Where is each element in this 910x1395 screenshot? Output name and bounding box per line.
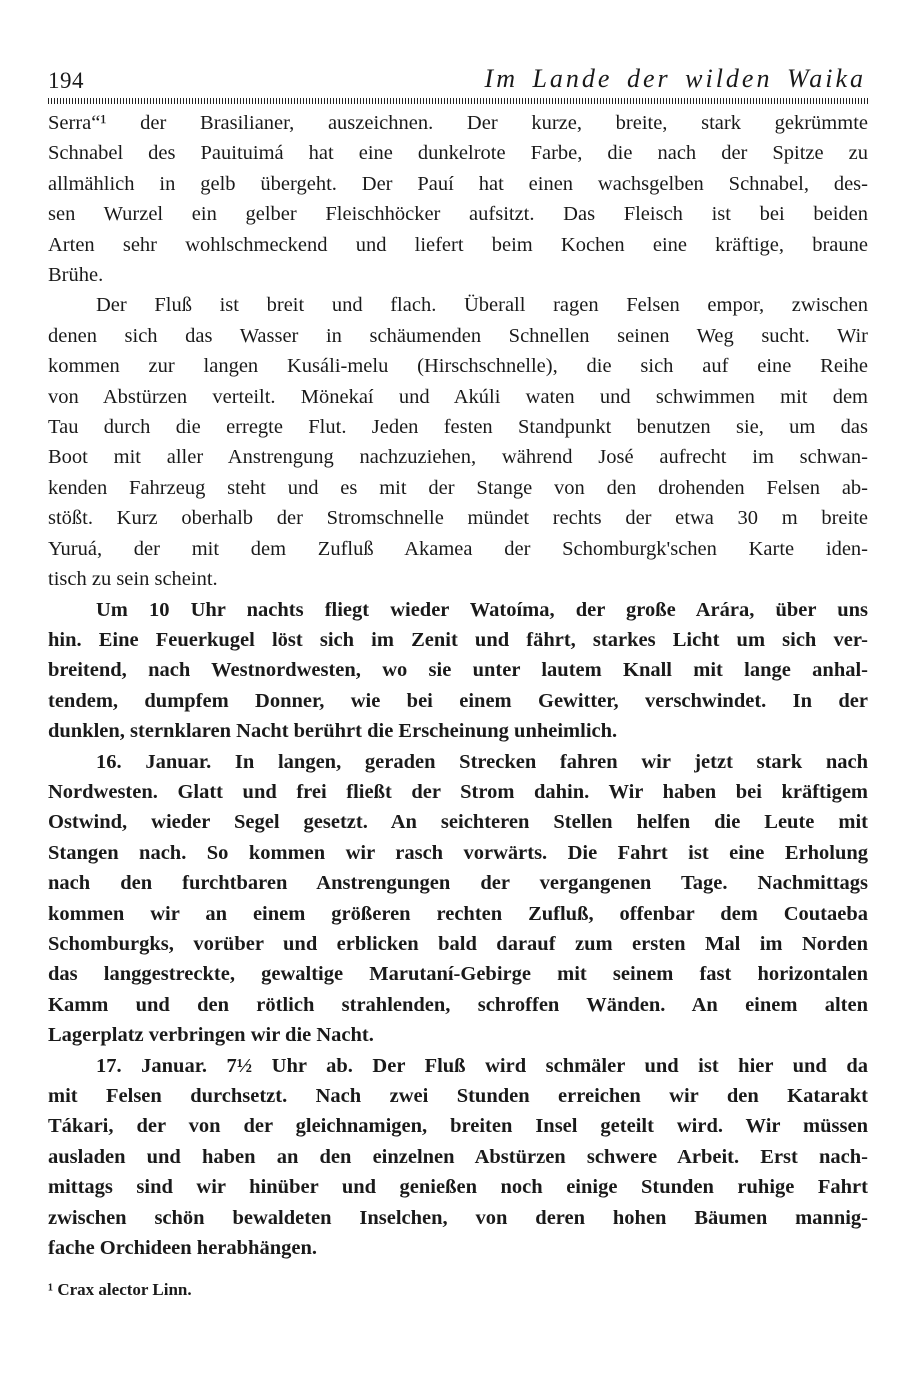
text-line: tisch zu sein scheint. [48,568,218,591]
body-text [48,108,868,1263]
running-title: Im Lande der wilden Waika [484,64,866,93]
text-line: kenden Fahrzeug steht und es mit der Stange von den drohenden Felsen ab- [48,476,868,499]
text-line: sen Wurzel ein gelber Fleischhöcker aufsitzt. Das Fleisch ist bei beiden [48,203,868,226]
text-line: dunklen, sternklaren Nacht berührt die Erscheinung unheimlich. [48,720,618,743]
text-line: tendem, dumpfem Donner, wie bei einem Gewitter, verschwindet. In der [48,689,868,712]
text-line: ausladen und haben an den einzelnen Abstürzen schwere Arbeit. Erst nach- [48,1145,868,1168]
running-head [48,62,868,96]
text-line: mit Felsen durchsetzt. Nach zwei Stunden erreichen wir den Katarakt [48,1085,868,1107]
paragraph [48,108,868,290]
text-line: Um 10 Uhr nachts fliegt wieder Watoíma, der große Arára, über uns [96,598,868,621]
text-line: Schomburgks, vorüber und erblicken bald darauf zum ersten Mal im Norden [48,932,868,955]
text-line: kommen wir an einem größeren rechten Zufluß, offenbar dem Coutaeba [48,902,868,925]
text-line: Nordwesten. Glatt und frei fließt der Strom dahin. Wir haben bei kräftigem [48,780,868,803]
text-line: hin. Eine Feuerkugel löst sich im Zenit und fährt, starkes Licht um sich ver- [48,628,868,651]
text-line: Boot mit aller Anstrengung nachzuziehen, während José aufrecht im schwan- [48,446,868,469]
footnote: ¹ Crax alector Linn. [48,1280,192,1300]
text-line: Lagerplatz verbringen wir die Nacht. [48,1024,374,1047]
text-line: Ostwind, wieder Segel gesetzt. An seichteren Stellen helfen die Leute mit [48,811,868,834]
text-line: Tau durch die erregte Flut. Jeden festen Standpunkt benutzen sie, um das [48,416,868,439]
text-line: 16. Januar. In langen, geraden Strecken fahren wir jetzt stark nach [96,750,868,773]
text-line: Serra“¹ der Brasilianer, auszeichnen. Der kurze, breite, stark gekrümmte [48,112,868,134]
text-line: fache Orchideen herabhängen. [48,1237,317,1260]
book-page [48,62,868,1301]
text-line: allmählich in gelb übergeht. Der Pauí hat einen wachsgelben Schnabel, des- [48,172,868,195]
paragraph [48,747,868,1051]
header-rule [48,98,868,104]
text-line: nach den furchtbaren Anstrengungen der vergangenen Tage. Nachmittags [48,872,868,895]
text-line: Kamm und den rötlich strahlenden, schroffen Wänden. An einem alten [48,993,868,1016]
text-line: kommen zur langen Kusáli-melu (Hirschschnelle), die sich auf eine Reihe [48,355,868,378]
paragraph [48,1051,868,1264]
text-line: Yuruá, der mit dem Zufluß Akamea der Schomburgk'schen Karte iden- [48,537,868,560]
text-line: von Abstürzen verteilt. Mönekaí und Akúli waten und schwimmen mit dem [48,385,868,408]
paragraph [48,290,868,594]
text-line: Arten sehr wohlschmeckend und liefert beim Kochen eine kräftige, braune [48,233,868,256]
text-line: 17. Januar. 7½ Uhr ab. Der Fluß wird schmäler und ist hier und da [96,1054,868,1077]
paragraph [48,595,868,747]
text-line: zwischen schön bewaldeten Inselchen, von deren hohen Bäumen mannig- [48,1206,868,1229]
text-line: Stangen nach. So kommen wir rasch vorwärts. Die Fahrt ist eine Erholung [48,841,868,864]
text-line: Brühe. [48,264,104,287]
text-line: stößt. Kurz oberhalb der Stromschnelle mündet rechts der etwa 30 m breite [48,507,868,530]
text-line: denen sich das Wasser in schäumenden Schnellen seinen Weg sucht. Wir [48,324,868,347]
text-line: breitend, nach Westnordwesten, wo sie unter lautem Knall mit lange anhal- [48,659,868,682]
page-number: 194 [48,68,84,93]
text-line: Der Fluß ist breit und flach. Überall ragen Felsen empor, zwischen [96,294,868,317]
text-line: mittags sind wir hinüber und genießen noch einige Stunden ruhige Fahrt [48,1176,868,1199]
text-line: Schnabel des Pauituimá hat eine dunkelrote Farbe, die nach der Spitze zu [48,142,868,165]
text-line: das langgestreckte, gewaltige Marutaní-Gebirge mit seinem fast horizontalen [48,963,868,986]
text-line: Tákari, der von der gleichnamigen, breiten Insel geteilt wird. Wir müssen [48,1115,868,1138]
